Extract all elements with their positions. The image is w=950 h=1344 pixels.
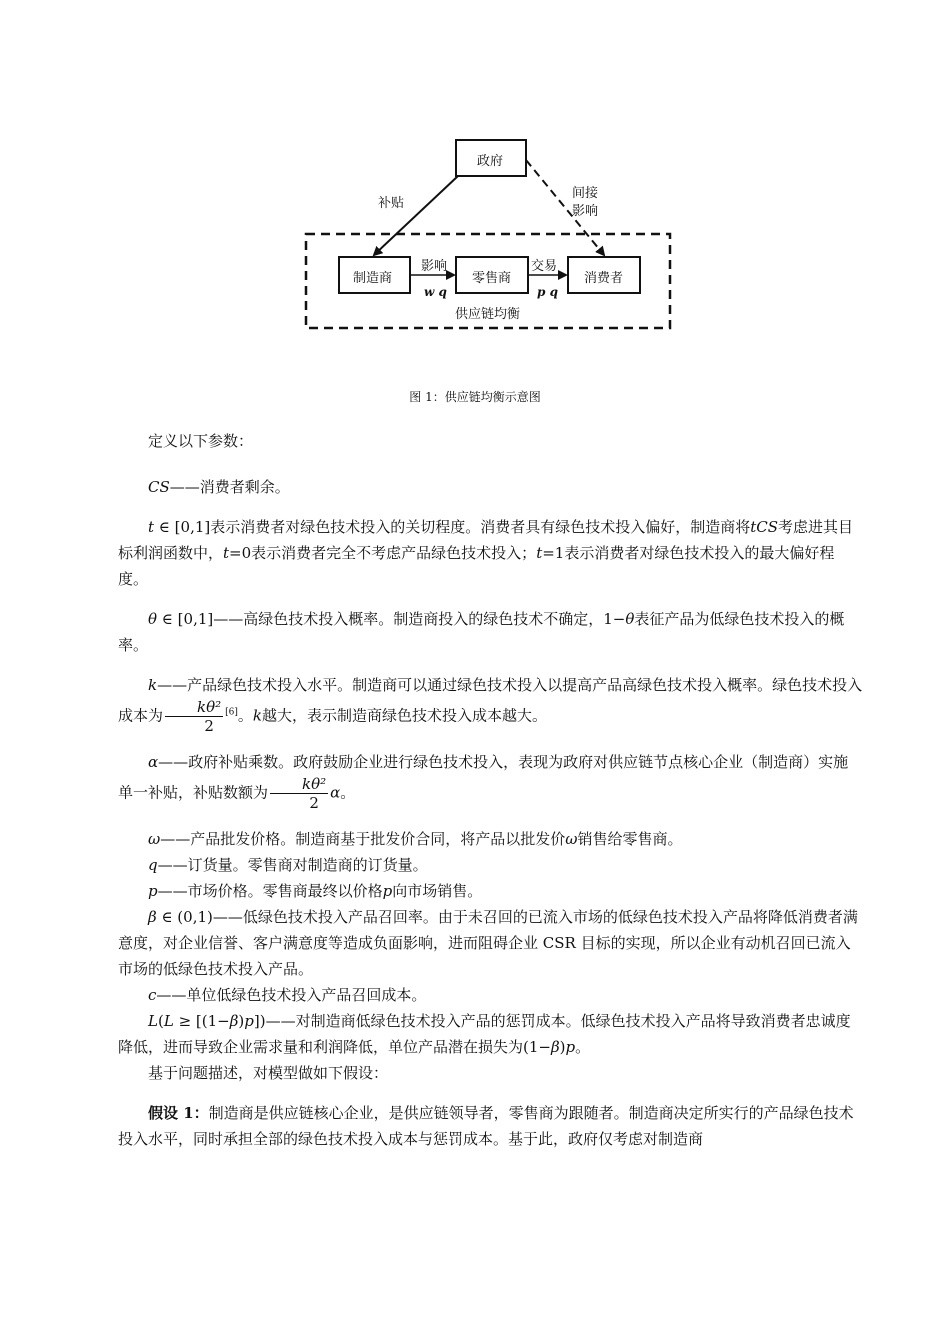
intro-paragraph: 定义以下参数： bbox=[148, 432, 254, 450]
manufacturer-label: 制造商 bbox=[353, 271, 393, 286]
definition: 越大，表示制造商绿色技术投入成本越大。 bbox=[262, 706, 548, 725]
definition: 。 bbox=[340, 783, 356, 802]
definition: ——消费者剩余。 bbox=[169, 478, 290, 496]
range: ∈ [0,1] bbox=[157, 610, 214, 628]
symbol: L bbox=[148, 1012, 158, 1030]
wq-label: w q bbox=[424, 285, 447, 299]
definition: ——对制造商低绿色技术投入产品的惩罚成本。低绿色技术投入产品将导致消费者忠诚度降低，进而导致企业需求量和利润降低，单位产品潜在损失为 bbox=[118, 1012, 851, 1056]
numerator: kθ² bbox=[165, 698, 223, 717]
symbol: θ bbox=[625, 610, 635, 628]
denominator: 2 bbox=[309, 794, 319, 812]
symbol: β bbox=[148, 908, 157, 926]
definition: 。 bbox=[237, 706, 253, 725]
bracket: ) bbox=[559, 1038, 566, 1056]
definition: ——产品批发价格。制造商基于批发价合同，将产品以批发价 bbox=[160, 830, 566, 848]
symbol: β bbox=[550, 1038, 560, 1056]
param-omega bbox=[118, 826, 863, 852]
cost-fraction bbox=[165, 698, 223, 735]
param-theta bbox=[118, 606, 863, 658]
symbol: q bbox=[148, 856, 158, 874]
figure-caption: 图 1：供应链均衡示意图 bbox=[409, 390, 541, 404]
definition: 。 bbox=[575, 1038, 591, 1056]
denominator: 2 bbox=[204, 717, 214, 735]
equilibrium-label: 供应链均衡 bbox=[455, 307, 521, 322]
value: =0 bbox=[229, 544, 252, 562]
operator: ≥ [(1− bbox=[173, 1012, 230, 1030]
symbol: t bbox=[223, 544, 230, 562]
expression: (1− bbox=[523, 1038, 551, 1056]
expression: 1− bbox=[603, 610, 626, 628]
definition: ——市场价格。零售商最终以价格 bbox=[157, 882, 383, 900]
indirect-label-line1: 间接 bbox=[572, 186, 599, 201]
bracket: ) bbox=[238, 1012, 245, 1030]
param-cs bbox=[118, 474, 863, 500]
param-c bbox=[118, 982, 863, 1008]
symbol: L bbox=[163, 1012, 174, 1030]
subsidy-arrow bbox=[374, 176, 458, 255]
definition: ——单位低绿色技术投入产品召回成本。 bbox=[156, 986, 427, 1004]
param-beta bbox=[118, 904, 863, 982]
bracket: ]) bbox=[253, 1012, 266, 1030]
definition: 销售给零售商。 bbox=[577, 830, 683, 848]
symbol: CS bbox=[148, 478, 170, 496]
definition: 表示消费者完全不考虑产品绿色技术投入； bbox=[251, 544, 537, 562]
symbol: α bbox=[330, 783, 341, 802]
indirect-label-line2: 影响 bbox=[572, 204, 599, 219]
definition: ——政府补贴乘数。政府鼓励企业进行绿色技术投入，表现为政府对供应链节点核心企业（制造商）实施单一补贴，补贴数额为 bbox=[118, 753, 849, 802]
pq-label: p q bbox=[537, 285, 558, 299]
symbol: t bbox=[536, 544, 543, 562]
subsidy-label: 补贴 bbox=[378, 196, 405, 211]
definition: 考虑进其目标利润函数中， bbox=[118, 518, 854, 562]
param-p bbox=[118, 878, 863, 904]
definition: ——产品绿色技术投入水平。制造商可以通过绿色技术投入以提高产品高绿色技术投入概率。绿色技术投入成本为 bbox=[118, 676, 863, 725]
definition: 表示消费者对绿色技术投入的关切程度。消费者具有绿色技术投入偏好，制造商将 bbox=[210, 518, 751, 536]
symbol: p bbox=[244, 1012, 254, 1030]
range: ∈ (0,1) bbox=[156, 908, 213, 926]
symbol: α bbox=[148, 753, 159, 771]
param-k bbox=[118, 672, 863, 735]
symbol: p bbox=[148, 882, 158, 900]
symbol: ω bbox=[565, 830, 578, 848]
param-q bbox=[118, 852, 863, 878]
influence-label: 影响 bbox=[421, 259, 448, 274]
symbol: ω bbox=[148, 830, 161, 848]
bracket: ( bbox=[157, 1012, 164, 1030]
symbol: β bbox=[229, 1012, 239, 1030]
param-t bbox=[118, 514, 863, 592]
numerator: kθ² bbox=[270, 775, 328, 794]
body-text bbox=[118, 428, 863, 1152]
range: ∈ [0,1] bbox=[154, 518, 211, 536]
symbol: t bbox=[148, 518, 155, 536]
consumer-label: 消费者 bbox=[584, 271, 624, 286]
definition: ——高绿色技术投入概率。制造商投入的绿色技术不确定， bbox=[213, 610, 604, 628]
symbol: k bbox=[148, 676, 158, 694]
assumptions-intro: 基于问题描述，对模型做如下假设： bbox=[148, 1064, 389, 1082]
definition: ——低绿色技术投入产品召回率。由于未召回的已流入市场的低绿色技术投入产品将降低消费者满意度，对企业信誉、客户满意度等造成负面影响，进而阻碍企业 CSR 目标的实现，所以企业有动机召回已流入市场的低绿色技术投入产品。 bbox=[118, 908, 858, 978]
param-l bbox=[118, 1008, 863, 1060]
symbol: tCS bbox=[750, 518, 779, 536]
definition: 表示消费者对绿色技术投入的最大偏好程度。 bbox=[118, 544, 835, 588]
trade-label: 交易 bbox=[531, 259, 558, 274]
param-alpha bbox=[118, 749, 863, 812]
government-label: 政府 bbox=[477, 154, 504, 169]
subsidy-fraction bbox=[270, 775, 328, 812]
citation: [6] bbox=[225, 707, 238, 718]
assumption-text: 制造商是供应链核心企业，是供应链领导者，零售商为跟随者。制造商决定所实行的产品绿色技术投入水平，同时承担全部的绿色技术投入成本与惩罚成本。基于此，政府仅考虑对制造商 bbox=[118, 1104, 854, 1148]
value: =1 bbox=[542, 544, 565, 562]
symbol: p bbox=[565, 1038, 576, 1056]
symbol: θ bbox=[148, 610, 158, 628]
definition: ——订货量。零售商对制造商的订货量。 bbox=[157, 856, 428, 874]
symbol: c bbox=[148, 986, 157, 1004]
assumption-label: 假设 1： bbox=[148, 1104, 209, 1122]
symbol: k bbox=[252, 706, 263, 725]
definition: 向市场销售。 bbox=[392, 882, 483, 900]
symbol: p bbox=[382, 882, 393, 900]
retailer-label: 零售商 bbox=[472, 271, 512, 286]
definition: 表征产品为低绿色技术投入的概率。 bbox=[118, 610, 845, 654]
assumption-1 bbox=[118, 1100, 863, 1152]
